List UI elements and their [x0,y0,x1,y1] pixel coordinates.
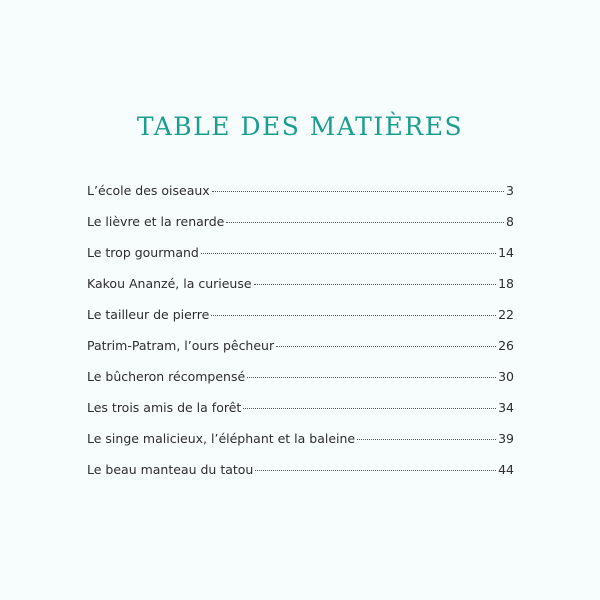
toc-entry-page: 44 [498,462,514,477]
toc-entry-title: Le tailleur de pierre [87,307,210,322]
toc-entry-page: 8 [506,214,514,229]
toc-entry-title: L’école des oiseaux [87,183,210,198]
dot-leader [201,253,496,254]
dot-leader [247,377,496,378]
dot-leader [212,191,504,192]
toc-entry [87,369,514,400]
toc-entry [87,338,514,369]
dot-leader [276,346,496,347]
toc-entry-page: 18 [498,276,514,291]
dot-leader [243,408,496,409]
toc-entry-page: 34 [498,400,514,415]
toc-entry [87,400,514,431]
toc-entry [87,276,514,307]
page-title: TABLE DES MATIÈRES [136,112,464,141]
toc-entry-title: Le bûcheron récompensé [87,369,246,384]
toc-entry-page: 3 [506,183,514,198]
dot-leader [357,439,496,440]
toc-entry-title: Les trois amis de la forêt [87,400,242,415]
toc-entry [87,183,514,214]
toc-entry [87,462,514,493]
toc-entry-title: Patrim-Patram, l’ours pêcheur [87,338,275,353]
toc-entry-title: Le lièvre et la renarde [87,214,225,229]
toc-entry-title: Le beau manteau du tatou [87,462,254,477]
toc-entry-title: Le trop gourmand [87,245,199,260]
toc-entry [87,214,514,245]
dot-leader [211,315,496,316]
toc-entry [87,307,514,338]
toc-entry-page: 14 [498,245,514,260]
toc-entry-page: 22 [498,307,514,322]
toc-entry [87,431,514,462]
toc-entry-title: Kakou Ananzé, la curieuse [87,276,252,291]
toc-entry-page: 30 [498,369,514,384]
dot-leader [255,470,496,471]
dot-leader [254,284,497,285]
toc-entry-page: 26 [498,338,514,353]
dot-leader [226,222,504,223]
toc-entry-title: Le singe malicieux, l’éléphant et la baleine [87,431,356,446]
table-of-contents [87,183,514,493]
toc-entry [87,245,514,276]
toc-entry-page: 39 [498,431,514,446]
